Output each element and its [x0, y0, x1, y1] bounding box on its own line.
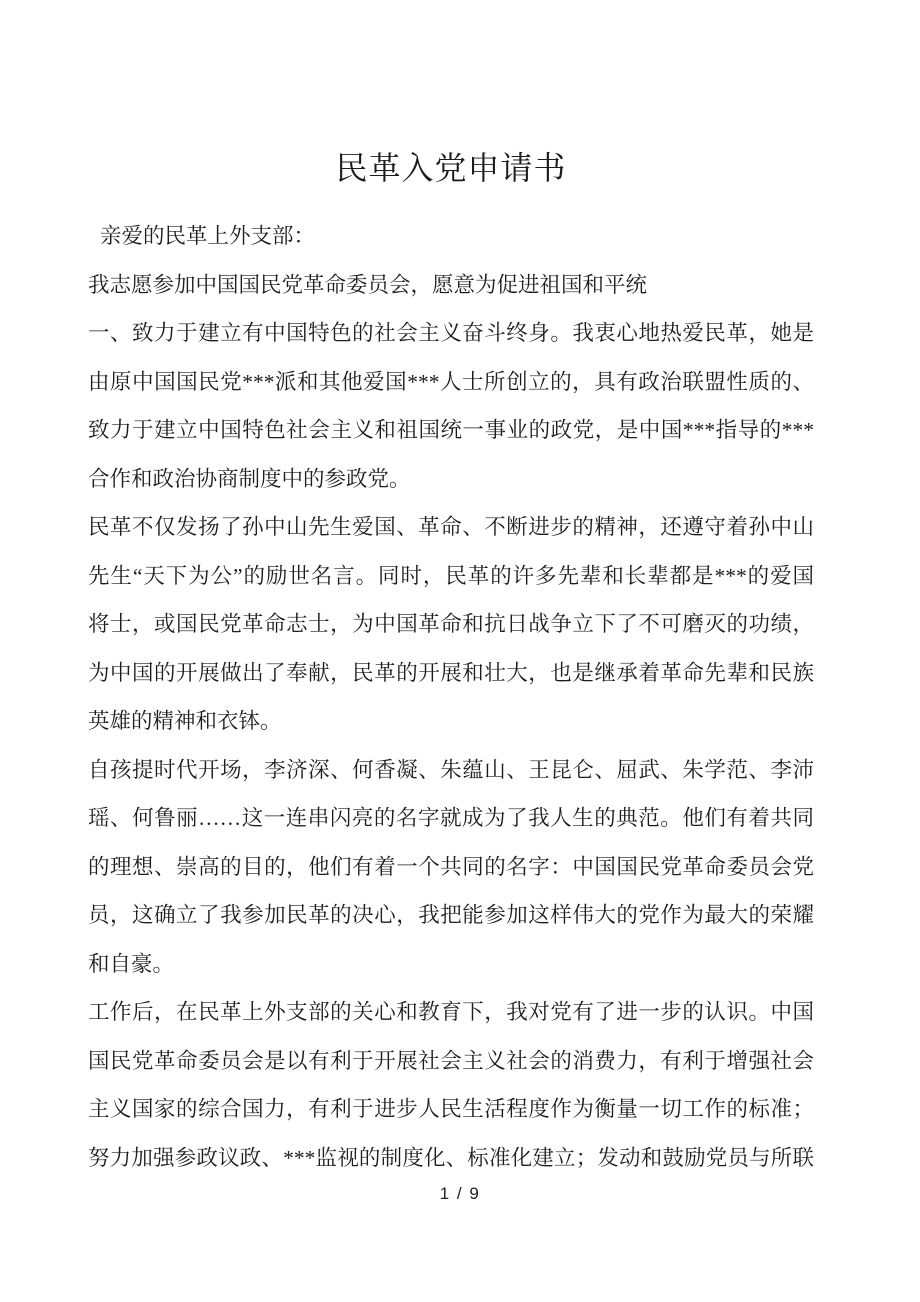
- text-line: 国民党革命委员会是以有利于开展社会主义社会的消费力，有利于增强社会: [88, 1048, 814, 1073]
- text-line: 努力加强参政议政、***监视的制度化、标准化建立；发动和鼓励党员与所联: [88, 1145, 814, 1170]
- text-line: 亲爱的民革上外支部：: [100, 224, 316, 248]
- text-line: 由原中国国民党***派和其他爱国***人士所创立的，具有政治联盟性质的、: [88, 369, 814, 394]
- text-line: 先生“天下为公”的励世名言。同时，民革的许多先辈和长辈都是***的爱国: [88, 563, 814, 588]
- document-body: [88, 212, 814, 1182]
- text-line: 我志愿参加中国国民党革命委员会，愿意为促进祖国和平统: [88, 272, 648, 297]
- page-footer: [0, 1184, 920, 1204]
- text-line: 瑶、何鲁丽……这一连串闪亮的名字就成为了我人生的典范。他们有着共同: [88, 806, 814, 830]
- text-line: 和自豪。: [88, 951, 175, 976]
- text-line: 民革不仅发扬了孙中山先生爱国、革命、不断进步的精神，还遵守着孙中山: [88, 515, 814, 539]
- text-line: 将士，或国民党革命志士，为中国革命和抗日战争立下了不可磨灭的功绩，: [88, 612, 814, 636]
- text-line: 员，这确立了我参加民革的决心，我把能参加这样伟大的党作为最大的荣耀: [88, 903, 814, 927]
- text-line: 一、致力于建立有中国特色的社会主义奋斗终身。我衷心地热爱民革，她是: [88, 321, 814, 345]
- text-line: 合作和政治协商制度中的参政党。: [88, 466, 411, 491]
- page-number-indicator: 1 / 9: [439, 1184, 481, 1203]
- text-line: 英雄的精神和衣钵。: [88, 709, 282, 733]
- text-line: 自孩提时代开场，李济深、何香凝、朱蕴山、王昆仑、屈武、朱学范、李沛: [88, 757, 814, 782]
- text-line: 致力于建立中国特色社会主义和祖国统一事业的政党，是中国***指导的***: [88, 418, 814, 442]
- text-line: 的理想、崇高的目的，他们有着一个共同的名字：中国国民党革命委员会党: [88, 854, 814, 879]
- text-line: 主义国家的综合国力，有利于进步人民生活程度作为衡量一切工作的标准；: [88, 1097, 814, 1121]
- text-line: 为中国的开展做出了奉献，民革的开展和壮大，也是继承着革命先辈和民族: [88, 660, 814, 685]
- text-line: 工作后，在民革上外支部的关心和教育下，我对党有了进一步的认识。中国: [88, 1000, 814, 1024]
- document-title: 民革入党申请书: [335, 150, 567, 186]
